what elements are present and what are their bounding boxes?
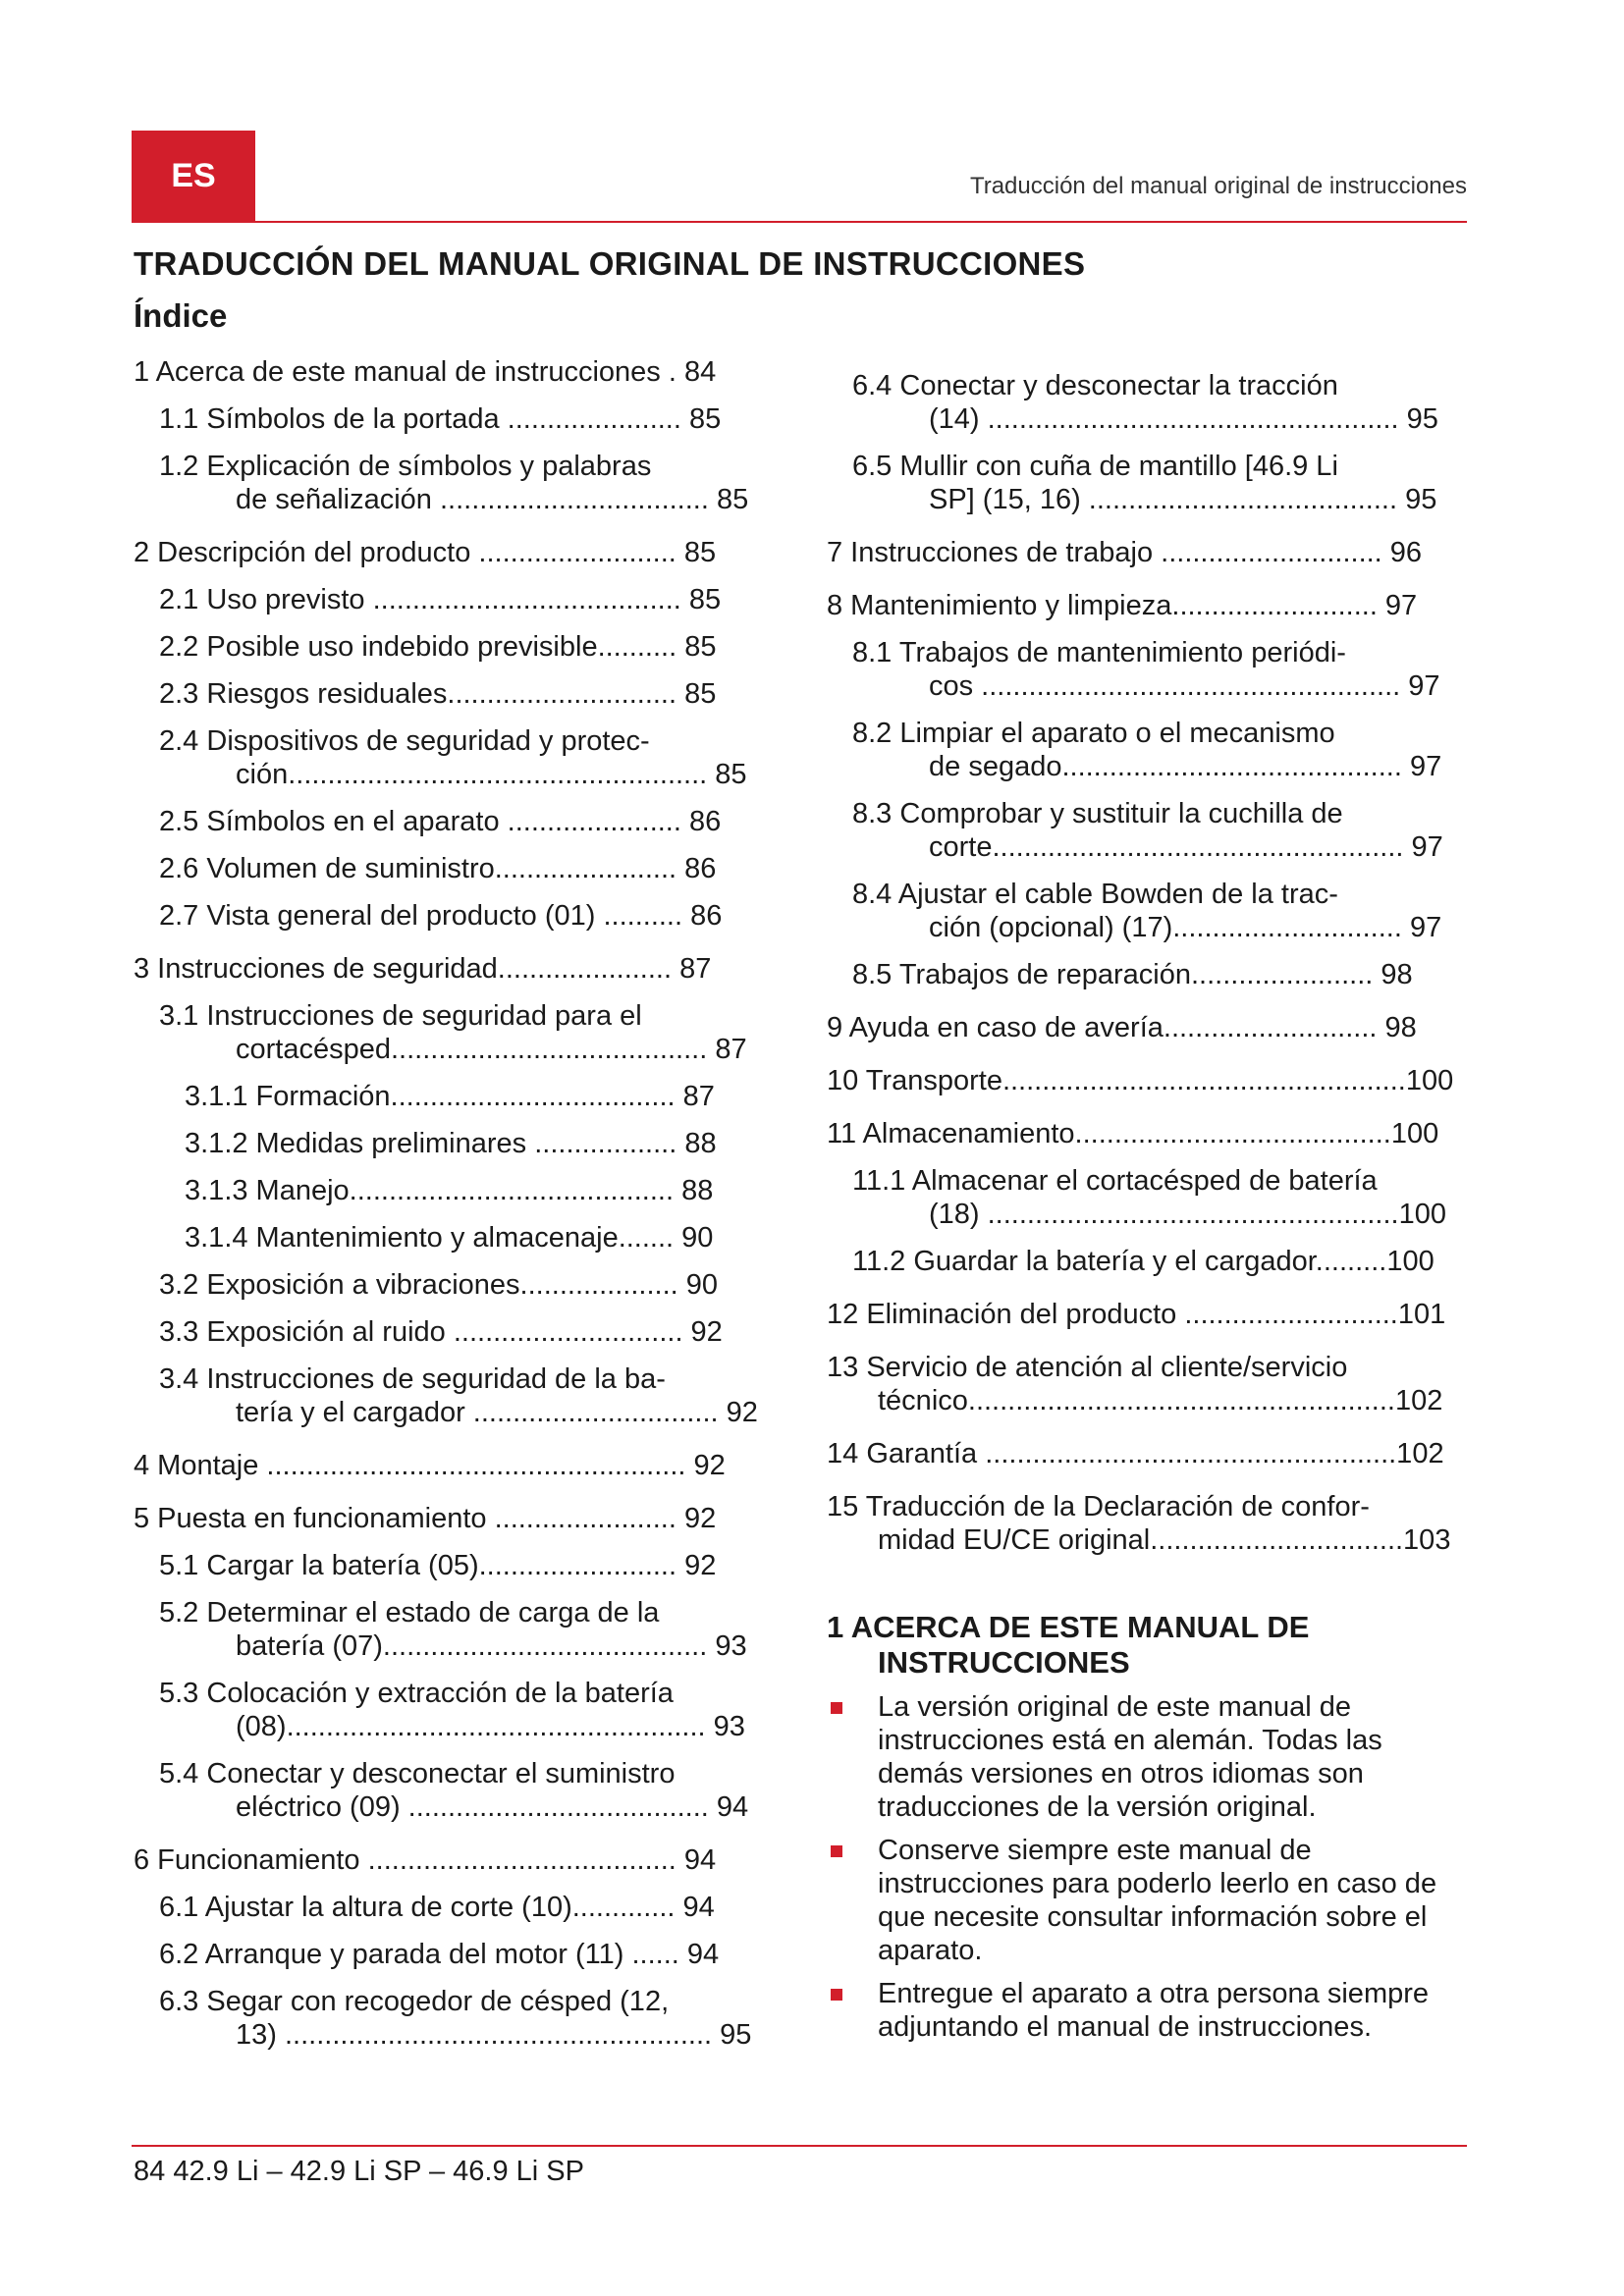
- toc-entry-continuation: SP] (15, 16) ....................................... 95: [929, 484, 1437, 515]
- toc-entry[interactable]: [134, 1315, 772, 1349]
- toc-entry[interactable]: [827, 589, 1470, 622]
- toc-entry[interactable]: [827, 958, 1470, 991]
- toc-entry-continuation: ción..................................................... 85: [236, 759, 747, 790]
- toc-entry-text: 2.7 Vista general del producto (01) .......... 86: [159, 900, 723, 932]
- section-1-heading-line-1: 1 ACERCA DE ESTE MANUAL DE: [827, 1610, 1310, 1644]
- toc-entry-continuation: eléctrico (09) ...................................... 94: [236, 1791, 749, 1823]
- toc-entry-continuation: de segado........................................... 97: [929, 751, 1442, 782]
- toc-entry[interactable]: [827, 636, 1470, 703]
- toc-entry[interactable]: [134, 1449, 772, 1482]
- toc-entry-text: 9 Ayuda en caso de avería........................... 98: [827, 1012, 1417, 1043]
- toc-entry-continuation: cos ..................................................... 97: [929, 670, 1440, 702]
- bullet-item: [827, 1977, 1471, 2044]
- bullet-square-icon: [831, 1989, 842, 2001]
- toc-entry[interactable]: [134, 1985, 772, 2052]
- toc-entry-continuation: de señalización .................................. 85: [236, 484, 749, 515]
- bullet-item: [827, 1690, 1471, 1824]
- toc-entry-text: 1.2 Explicación de símbolos y palabras: [159, 451, 652, 482]
- toc-entry-text: 2.5 Símbolos en el aparato ...................... 86: [159, 806, 722, 837]
- toc-entry[interactable]: [134, 1221, 772, 1255]
- toc-entry-text: 5.3 Colocación y extracción de la batería: [159, 1678, 674, 1709]
- toc-entry-text: 3.1.4 Mantenimiento y almacenaje....... 90: [185, 1222, 714, 1254]
- toc-entry[interactable]: [134, 1127, 772, 1160]
- toc-entry[interactable]: [134, 677, 772, 711]
- toc-entry-text: 11 Almacenamiento........................................100: [827, 1118, 1439, 1149]
- document-title: TRADUCCIÓN DEL MANUAL ORIGINAL DE INSTRUCCIONES: [134, 245, 1086, 282]
- toc-entry-text: 6.1 Ajustar la altura de corte (10)............. 94: [159, 1892, 715, 1923]
- bullet-text: Entregue el aparato a otra persona siempre adjuntando el manual de instrucciones.: [878, 1978, 1430, 2043]
- running-header-title: Traducción del manual original de instrucciones: [969, 173, 1467, 199]
- toc-entry[interactable]: [134, 724, 772, 791]
- toc-entry-text: 3.1.3 Manejo......................................... 88: [185, 1175, 714, 1206]
- toc-entry[interactable]: [134, 1891, 772, 1924]
- toc-entry[interactable]: [134, 1362, 772, 1429]
- toc-entry[interactable]: [134, 583, 772, 616]
- toc-entry-text: 13 Servicio de atención al cliente/servicio: [827, 1352, 1348, 1383]
- toc-entry-text: 8.2 Limpiar el aparato o el mecanismo: [852, 718, 1335, 749]
- toc-entry[interactable]: [134, 355, 772, 389]
- toc-entry[interactable]: [134, 1080, 772, 1113]
- toc-entry-text: 5.4 Conectar y desconectar el suministro: [159, 1758, 676, 1789]
- toc-entry[interactable]: [134, 1596, 772, 1663]
- toc-entry[interactable]: [134, 402, 772, 436]
- toc-entry-text: 11.1 Almacenar el cortacésped de batería: [852, 1165, 1378, 1197]
- toc-entry-text: 3 Instrucciones de seguridad...................... 87: [134, 953, 712, 985]
- toc-entry-continuation: (18) ....................................................100: [929, 1199, 1446, 1230]
- toc-entry-continuation: midad EU/CE original................................103: [878, 1524, 1451, 1556]
- toc-entry[interactable]: [134, 952, 772, 986]
- toc-entry-continuation: cortacésped........................................ 87: [236, 1034, 747, 1065]
- toc-entry-text: 8.1 Trabajos de mantenimiento periódi-: [852, 637, 1346, 668]
- toc-entry-text: 6 Funcionamiento ....................................... 94: [134, 1844, 717, 1876]
- language-badge: ES: [132, 131, 255, 221]
- toc-entry-text: 3.2 Exposición a vibraciones.................... 90: [159, 1269, 718, 1301]
- toc-entry-text: 7 Instrucciones de trabajo ............................ 96: [827, 537, 1423, 568]
- toc-entry-continuation: técnico......................................................102: [878, 1385, 1443, 1416]
- section-1-heading-line-2: INSTRUCCIONES: [878, 1645, 1130, 1680]
- toc-entry[interactable]: [827, 1064, 1470, 1097]
- toc-entry[interactable]: [134, 1677, 772, 1743]
- toc-entry-continuation: ción (opcional) (17)............................. 97: [929, 912, 1442, 943]
- toc-entry-text: 12 Eliminación del producto ...........................101: [827, 1299, 1446, 1330]
- table-of-contents-right-column: [827, 355, 1470, 1557]
- toc-entry-continuation: batería (07)......................................... 93: [236, 1630, 747, 1662]
- toc-entry-text: 1.1 Símbolos de la portada ...................... 85: [159, 403, 722, 435]
- toc-entry-text: 6.3 Segar con recogedor de césped (12,: [159, 1986, 670, 2017]
- toc-entry-continuation: corte.................................................... 97: [929, 831, 1443, 863]
- footer-divider: [132, 2145, 1467, 2147]
- section-1-bullet-list: [827, 1690, 1471, 2054]
- toc-entry[interactable]: [134, 1549, 772, 1582]
- toc-entry-text: 6.2 Arranque y parada del motor (11) ...... 94: [159, 1939, 720, 1970]
- toc-entry-text: 3.3 Exposición al ruido ............................. 92: [159, 1316, 723, 1348]
- toc-entry[interactable]: [134, 805, 772, 838]
- toc-entry[interactable]: [827, 1437, 1470, 1470]
- bullet-text: La versión original de este manual de instrucciones está en alemán. Todas las demás versiones en otros idiomas son traducciones de la versión original.: [878, 1691, 1382, 1823]
- toc-entry-text: 2 Descripción del producto ......................... 85: [134, 537, 717, 568]
- toc-entry[interactable]: [827, 878, 1470, 944]
- toc-entry[interactable]: [134, 852, 772, 885]
- bullet-square-icon: [831, 1702, 842, 1714]
- toc-entry[interactable]: [827, 1298, 1470, 1331]
- toc-entry[interactable]: [134, 899, 772, 933]
- toc-entry-text: 8 Mantenimiento y limpieza.......................... 97: [827, 590, 1418, 621]
- toc-entry-text: 8.3 Comprobar y sustituir la cuchilla de: [852, 798, 1343, 829]
- toc-entry[interactable]: [827, 450, 1470, 516]
- toc-entry-text: 4 Montaje ..................................................... 92: [134, 1450, 726, 1481]
- toc-entry-text: 5.1 Cargar la batería (05)......................... 92: [159, 1550, 717, 1581]
- toc-entry-text: 3.1.1 Formación.................................... 87: [185, 1081, 715, 1112]
- toc-entry[interactable]: [827, 1245, 1470, 1278]
- section-1-heading: [827, 1610, 1465, 1681]
- toc-entry[interactable]: [827, 369, 1470, 436]
- table-of-contents-left-column: [134, 355, 772, 2052]
- toc-entry[interactable]: [827, 1117, 1470, 1150]
- toc-entry[interactable]: [827, 1011, 1470, 1044]
- bullet-text: Conserve siempre este manual de instrucciones para poderlo leerlo en caso de que necesite consultar información sobre el aparato.: [878, 1835, 1437, 1966]
- toc-entry-text: 1 Acerca de este manual de instrucciones . 84: [134, 356, 717, 388]
- footer-page-info: 84 42.9 Li – 42.9 Li SP – 46.9 Li SP: [134, 2156, 584, 2187]
- toc-entry[interactable]: [134, 536, 772, 569]
- toc-entry[interactable]: [134, 1843, 772, 1877]
- toc-entry[interactable]: [827, 797, 1470, 864]
- toc-entry-text: 11.2 Guardar la batería y el cargador.........100: [852, 1246, 1435, 1277]
- toc-entry-text: 10 Transporte...................................................100: [827, 1065, 1454, 1096]
- toc-entry[interactable]: [827, 717, 1470, 783]
- header-divider: [132, 221, 1467, 223]
- toc-entry-continuation: (14) .................................................... 95: [929, 403, 1438, 435]
- toc-entry[interactable]: [134, 1938, 772, 1971]
- toc-entry[interactable]: [134, 999, 772, 1066]
- toc-entry[interactable]: [827, 536, 1470, 569]
- toc-entry-text: 2.2 Posible uso indebido previsible.......... 85: [159, 631, 717, 663]
- toc-entry-continuation: (08)..................................................... 93: [236, 1711, 745, 1742]
- toc-entry[interactable]: [827, 1490, 1470, 1557]
- toc-entry[interactable]: [827, 1351, 1470, 1417]
- toc-entry-text: 5 Puesta en funcionamiento ....................... 92: [134, 1503, 717, 1534]
- toc-entry-text: 3.1.2 Medidas preliminares .................. 88: [185, 1128, 717, 1159]
- toc-entry-text: 14 Garantía ....................................................102: [827, 1438, 1444, 1469]
- toc-entry-text: 2.1 Uso previsto ....................................... 85: [159, 584, 722, 615]
- toc-entry-text: 2.3 Riesgos residuales............................. 85: [159, 678, 717, 710]
- index-heading: Índice: [134, 297, 228, 334]
- toc-entry[interactable]: [134, 1268, 772, 1302]
- toc-entry-text: 6.5 Mullir con cuña de mantillo [46.9 Li: [852, 451, 1338, 482]
- toc-entry[interactable]: [134, 450, 772, 516]
- toc-entry-text: 8.5 Trabajos de reparación....................... 98: [852, 959, 1413, 990]
- toc-entry-text: 2.6 Volumen de suministro....................... 86: [159, 853, 717, 884]
- toc-entry-text: 5.2 Determinar el estado de carga de la: [159, 1597, 660, 1629]
- toc-entry-text: 3.4 Instrucciones de seguridad de la ba-: [159, 1363, 666, 1395]
- toc-entry[interactable]: [134, 630, 772, 664]
- toc-entry-continuation: 13) ...................................................... 95: [236, 2019, 752, 2051]
- toc-entry-text: 8.4 Ajustar el cable Bowden de la trac-: [852, 879, 1338, 910]
- toc-entry[interactable]: [134, 1502, 772, 1535]
- toc-entry-text: 3.1 Instrucciones de seguridad para el: [159, 1000, 642, 1032]
- toc-entry-text: 2.4 Dispositivos de seguridad y protec-: [159, 725, 650, 757]
- toc-entry[interactable]: [134, 1757, 772, 1824]
- toc-entry[interactable]: [134, 1174, 772, 1207]
- toc-entry-continuation: tería y el cargador ............................... 92: [236, 1397, 758, 1428]
- bullet-square-icon: [831, 1845, 842, 1857]
- toc-entry-text: 6.4 Conectar y desconectar la tracción: [852, 370, 1338, 401]
- bullet-item: [827, 1834, 1471, 1967]
- toc-entry-text: 15 Traducción de la Declaración de confor-: [827, 1491, 1370, 1522]
- toc-entry[interactable]: [827, 1164, 1470, 1231]
